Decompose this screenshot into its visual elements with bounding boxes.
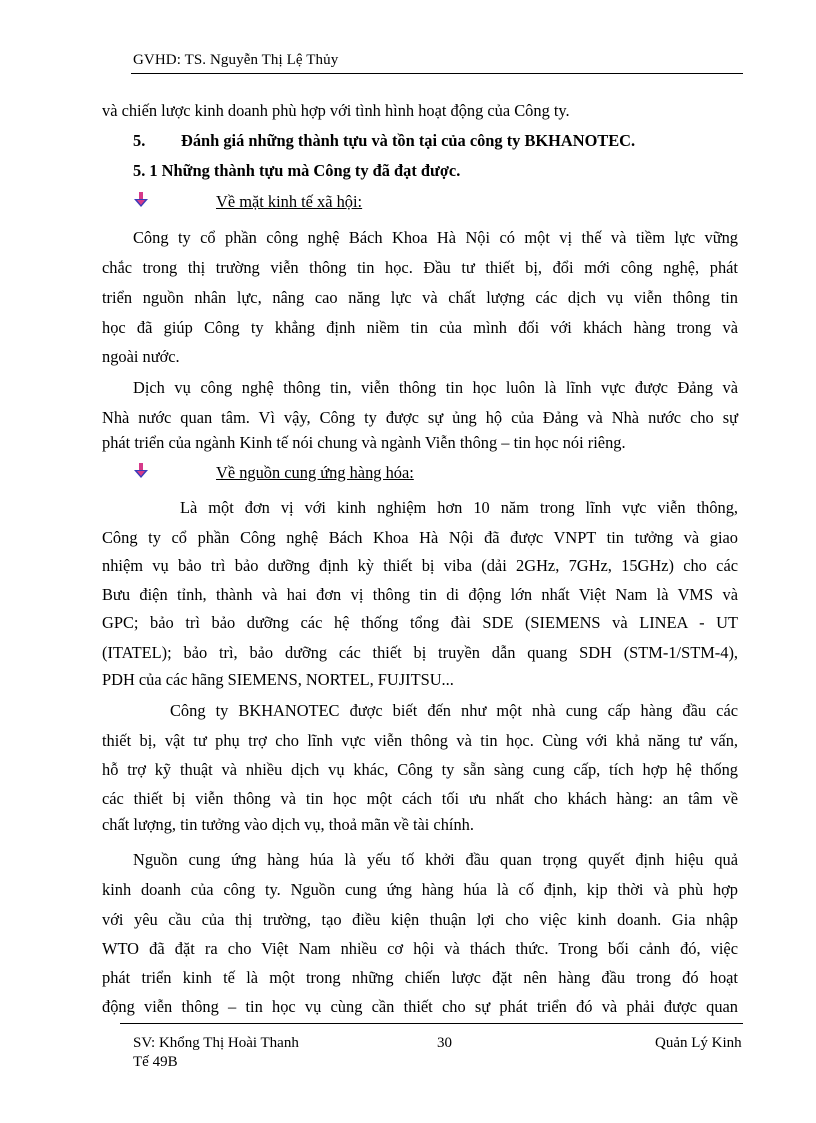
body-line: WTO đã đặt ra cho Việt Nam nhiều cơ hội và thách thức. Trong bối cảnh đó, việc xyxy=(102,939,738,958)
body-line: triển nguồn nhân lực, nâng cao năng lực và chất lượng các dịch vụ viễn thông tin xyxy=(102,288,738,307)
body-line: với yêu cầu của thị trường, tạo điều kiện thuận lợi cho việc kinh doanh. Gia nhập xyxy=(102,910,738,929)
header-advisor: GVHD: TS. Nguyễn Thị Lệ Thủy xyxy=(133,52,339,68)
footer-course: Quản Lý Kinh xyxy=(655,1035,742,1051)
body-line: thiết bị, vật tư phụ trợ cho lĩnh vực viễn thông và tin học. Cùng với khả năng tư vấn, xyxy=(102,731,738,750)
body-line: Là một đơn vị với kinh nghiệm hơn 10 năm trong lĩnh vực viễn thông, xyxy=(180,498,738,517)
body-line: Nguồn cung ứng hàng húa là yếu tố khởi đầu quan trọng quyết định hiệu quả xyxy=(133,850,738,869)
section-5-number: 5. xyxy=(133,131,146,150)
body-line: phát triển của ngành Kinh tế nói chung và ngành Viễn thông – tin học nói riêng. xyxy=(102,433,626,452)
body-line: Công ty cổ phần công nghệ Bách Khoa Hà Nội có một vị thế và tiềm lực vững xyxy=(133,228,738,247)
body-line: chắc trong thị trường viễn thông tin học. Đầu tư thiết bị, đổi mới công nghệ, phát xyxy=(102,258,738,277)
body-line: Nhà nước quan tâm. Vì vậy, Công ty được sự ủng hộ của Đảng và Nhà nước cho sự xyxy=(102,408,738,427)
body-line: Công ty BKHANOTEC được biết đến như một nhà cung cấp hàng đầu các xyxy=(170,701,738,720)
body-line: các thiết bị viễn thông và tin học một cách tối ưu nhất cho khách hàng: an tâm về xyxy=(102,789,738,808)
footer-student-class: Tế 49B xyxy=(133,1054,178,1070)
section-5-title: Đánh giá những thành tựu và tồn tại của công ty BKHANOTEC. xyxy=(181,131,636,150)
body-line: GPC; bảo trì bảo dưỡng các hệ thống tổng đài SDE (SIEMENS và LINEA - UT xyxy=(102,613,738,632)
body-line: PDH của các hãng SIEMENS, NORTEL, FUJITSU... xyxy=(102,670,454,689)
section-5-1-title: 5. 1 Những thành tựu mà Công ty đã đạt được. xyxy=(133,161,461,180)
body-line: hỗ trợ kỹ thuật và nhiều dịch vụ khác, Công ty sẵn sàng cung cấp, tích hợp hệ thống xyxy=(102,760,738,779)
body-line: và chiến lược kinh doanh phù hợp với tình hình hoạt động của Công ty. xyxy=(102,101,570,120)
body-line: chất lượng, tin tưởng vào dịch vụ, thoả mãn về tài chính. xyxy=(102,815,474,834)
header-rule xyxy=(131,73,743,74)
body-line: nhiệm vụ bảo trì bảo dưỡng định kỳ thiết bị viba (dải 2GHz, 7GHz, 15GHz) cho các xyxy=(102,556,738,575)
body-line: động viễn thông – tin học vụ cùng cần thiết cho sự phát triển đó và phải được quan xyxy=(102,997,738,1016)
arrow-bullet-icon xyxy=(133,463,149,479)
body-line: (ITATEL); bảo trì, bảo dưỡng các thiết bị truyền dẫn quang SDH (STM-1/STM-4), xyxy=(102,643,738,662)
body-line: Công ty cổ phần Công nghệ Bách Khoa Hà Nội đã được VNPT tin tưởng và giao xyxy=(102,528,738,547)
body-line: kinh doanh của công ty. Nguồn cung ứng hàng húa là cố định, kịp thời và phù hợp xyxy=(102,880,738,899)
subsection-economic-social: Về mặt kinh tế xã hội: xyxy=(216,192,363,211)
body-line: Dịch vụ công nghệ thông tin, viễn thông tin học luôn là lĩnh vực được Đảng và xyxy=(133,378,738,397)
subsection-supply-source: Về nguồn cung ứng hàng hóa: xyxy=(216,463,414,482)
page-number: 30 xyxy=(437,1035,452,1051)
body-line: Bưu điện tỉnh, thành và hai đơn vị thông tin di động lớn nhất Việt Nam là VMS và xyxy=(102,585,738,604)
body-line: học đã giúp Công ty khẳng định niềm tin của mình đối với khách hàng trong và xyxy=(102,318,738,337)
arrow-bullet-icon xyxy=(133,192,149,208)
footer-student: SV: Khổng Thị Hoài Thanh xyxy=(133,1035,299,1051)
footer-rule xyxy=(120,1023,743,1024)
body-line: phát triển kinh tế là một trong những chiến lược đặt nên hàng đầu trong đó hoạt xyxy=(102,968,738,987)
body-line: ngoài nước. xyxy=(102,347,180,366)
